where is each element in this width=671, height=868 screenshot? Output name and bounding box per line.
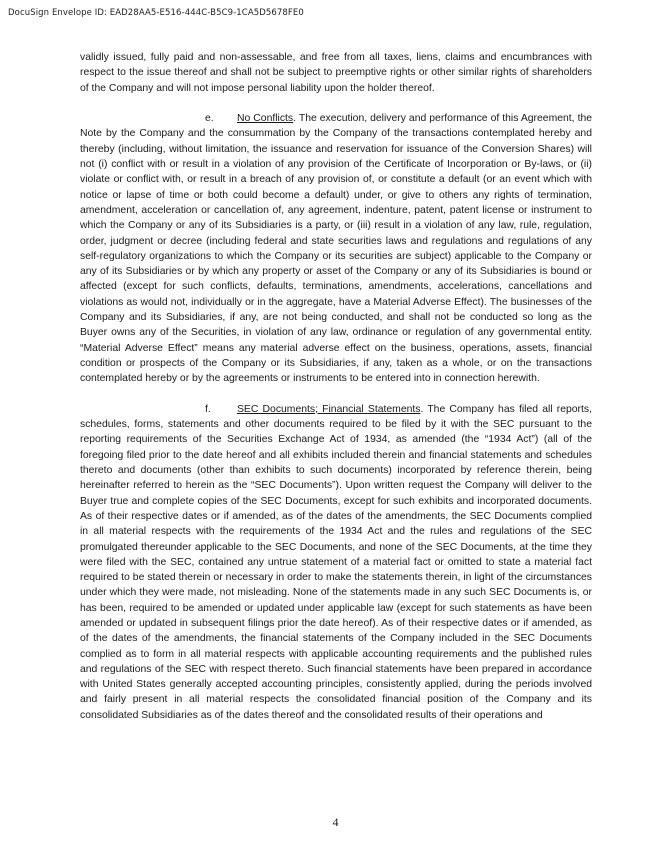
docusign-envelope-id: DocuSign Envelope ID: EAD28AA5-E516-444C-B5C9-1CA5D5678FE0	[8, 8, 304, 18]
section-e	[80, 111, 592, 386]
section-f-text: . The Company has filed all reports, schedules, forms, statements and other documents required to be filed by it with the SEC pursuant to the reporting requirements of the Securities Exchange Act of 1934, as amended (the “1934 Act”) (all of the foregoing filed prior to the date hereof and all exhibits included therein and financial statements and schedules thereto and documents (other than exhibits to such documents) incorporated by reference therein, being hereinafter referred to herein as the “SEC Documents”). Upon written request the Company will deliver to the Buyer true and complete copies of the SEC Documents, except for such exhibits and incorporated documents. As of their respective dates or if amended, as of the dates of the amendments, the SEC Documents complied in all material respects with the requirements of the 1934 Act and the rules and regulations of the SEC promulgated thereunder applicable to the SEC Documents, and none of the SEC Documents, at the time they were filed with the SEC, contained any untrue statement of a material fact or omitted to state a material fact required to be stated therein or necessary in order to make the statements therein, in light of the circumstances under which they were made, not misleading. None of the statements made in any such SEC Documents is, or has been, required to be amended or updated under applicable law (except for such statements as have been amended or updated in subsequent filings prior the date hereof). As of their respective dates or if amended, as of the dates of the amendments, the financial statements of the Company included in the SEC Documents complied as to form in all material respects with applicable accounting requirements and the published rules and regulations of the SEC with respect thereto. Such financial statements have been prepared in accordance with United States generally accepted accounting principles, consistently applied, during the periods involved and fairly present in all material respects the consolidated financial position of the Company and its consolidated Subsidiaries as of the dates thereof and the consolidated results of their operations and	[80, 403, 592, 721]
section-f-heading: SEC Documents; Financial Statements	[237, 403, 421, 415]
document-body	[80, 50, 592, 738]
section-e-marker: e.	[205, 113, 214, 125]
page-number: 4	[332, 815, 339, 829]
section-e-text: . The execution, delivery and performance of this Agreement, the Note by the Company and the consummation by the Company of the transactions contemplated hereby and thereby (including, without limitation, the issuance and reservation for issuance of the Conversion Shares) will not (i) conflict with or result in a violation of any provision of the Certificate of Incorporation or By-laws, or (ii) violate or conflict with, or result in a breach of any provision of, or constitute a default (or an event which with notice or lapse of time or both could become a default) under, or give to others any rights of termination, amendment, acceleration or cancellation of, any agreement, indenture, patent, patent license or instrument to which the Company or any of its Subsidiaries is a party, or (iii) result in a violation of any law, rule, regulation, order, judgment or decree (including federal and state securities laws and regulations and regulations of any self-regulatory organizations to which the Company or its securities are subject) applicable to the Company or any of its Subsidiaries or by which any property or asset of the Company or any of its Subsidiaries is bound or affected (except for such conflicts, defaults, terminations, amendments, accelerations, cancellations and violations as would not, individually or in the aggregate, have a Material Adverse Effect). The businesses of the Company and its Subsidiaries, if any, are not being conducted, and shall not be conducted so long as the Buyer owns any of the Securities, in violation of any law, ordinance or regulation of any governmental entity. “Material Adverse Effect” means any material adverse effect on the business, operations, assets, financial condition or prospects of the Company or its Subsidiaries, if any, taken as a whole, or on the transactions contemplated hereby or by the agreements or instruments to be entered into in connection herewith.	[80, 113, 593, 385]
section-f-marker: f.	[205, 403, 211, 415]
paragraph-intro: validly issued, fully paid and non-assessable, and free from all taxes, liens, claims and encumbrances with respect to the issue thereof and shall not be subject to preemptive rights or other similar rights of shareholders of the Company and will not impose personal liability upon the holder thereof.	[80, 52, 592, 94]
section-e-heading: No Conflicts	[237, 113, 294, 125]
section-f	[80, 402, 592, 723]
